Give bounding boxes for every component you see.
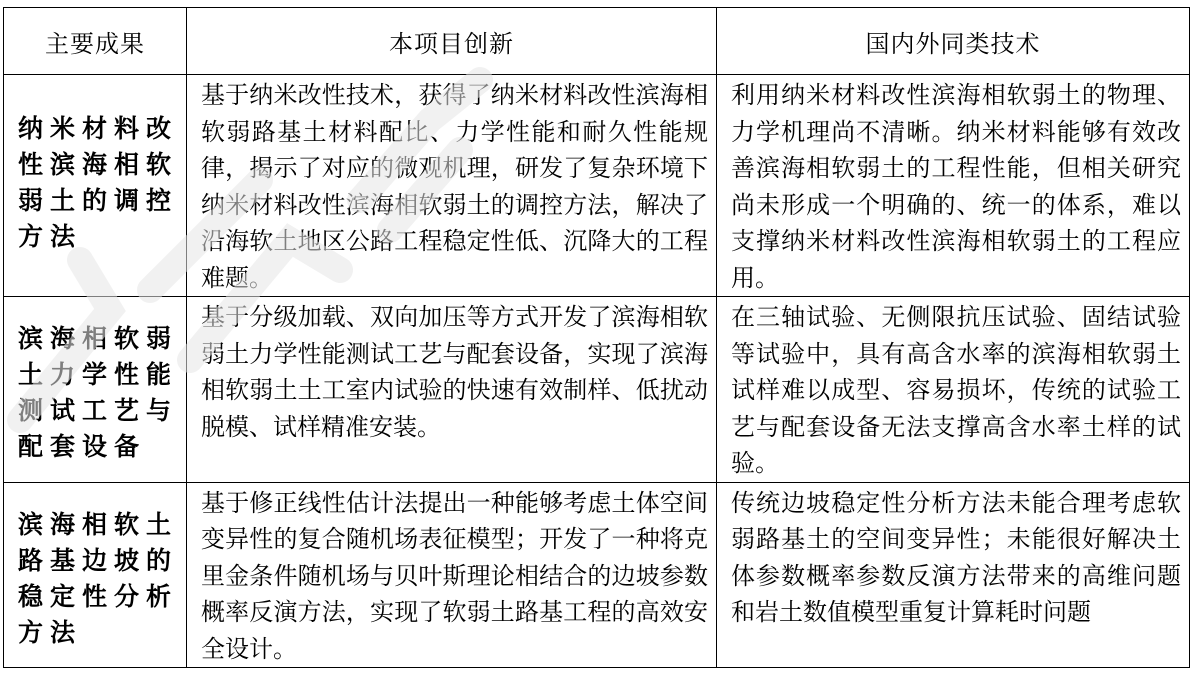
results-table — [3, 7, 1190, 668]
row-result-label: 纳米材料改性滨海相软弱土的调控方法 — [18, 114, 179, 251]
header-row — [4, 8, 1190, 75]
innovation-text: 基于纳米改性技术，获得了纳米材料改性滨海相软弱路基土材料配比、力学性能和耐久性能规律，揭示了对应的微观机理，研发了复杂环境下纳米材料改性滨海相软弱土的调控方法，解决了沿海软土地区公路工程稳定性低、沉降大的工程难题。 — [201, 81, 708, 292]
innovation-cell — [187, 297, 717, 483]
header-project-innovation: 本项目创新 — [187, 8, 717, 75]
innovation-text: 基于修正线性估计法提出一种能够考虑土体空间变异性的复合随机场表征模型；开发了一种将克里金条件随机场与贝叶斯理论相结合的边坡参数概率反演方法，实现了软弱土路基工程的高效安全设计。 — [201, 488, 708, 663]
row-result-cell — [4, 75, 187, 297]
row-result-cell — [4, 297, 187, 483]
comparison-text: 在三轴试验、无侧限抗压试验、固结试验等试验中，具有高含水率的滨海相软弱土试样难以成型、容易损坏，传统的试验工艺与配套设备无法支撑高含水率土样的试验。 — [731, 303, 1181, 477]
innovation-cell — [187, 482, 717, 668]
header-main-results: 主要成果 — [4, 8, 187, 75]
row-result-label: 滨海相软土路基边坡的稳定性分析方法 — [18, 509, 179, 647]
comparison-cell — [717, 75, 1190, 297]
row-result-cell — [4, 482, 187, 668]
innovation-text: 基于分级加载、双向加压等方式开发了滨海相软弱土力学性能测试工艺与配套设备，实现了滨海相软弱土土工室内试验的快速有效制样、低扰动脱模、试样精准安装。 — [201, 303, 708, 441]
comparison-cell — [717, 297, 1190, 483]
row-result-label: 滨海相软弱土力学性能测试工艺与配套设备 — [18, 324, 179, 461]
innovation-cell — [187, 75, 717, 297]
header-similar-technology: 国内外同类技术 — [717, 8, 1190, 75]
table-row — [4, 482, 1190, 668]
comparison-text: 利用纳米材料改性滨海相软弱土的物理、力学机理尚不清晰。纳米材料能够有效改善滨海相软弱土的工程性能，但相关研究尚未形成一个明确的、统一的体系，难以支撑纳米材料改性滨海相软弱土的工程应用。 — [731, 81, 1181, 292]
comparison-cell — [717, 482, 1190, 668]
table-row — [4, 75, 1190, 297]
comparison-text: 传统边坡稳定性分析方法未能合理考虑软弱路基土的空间变异性；未能很好解决土体参数概率参数反演方法带来的高维问题和岩土数值模型重复计算耗时问题 — [731, 488, 1181, 626]
table-row — [4, 297, 1190, 483]
